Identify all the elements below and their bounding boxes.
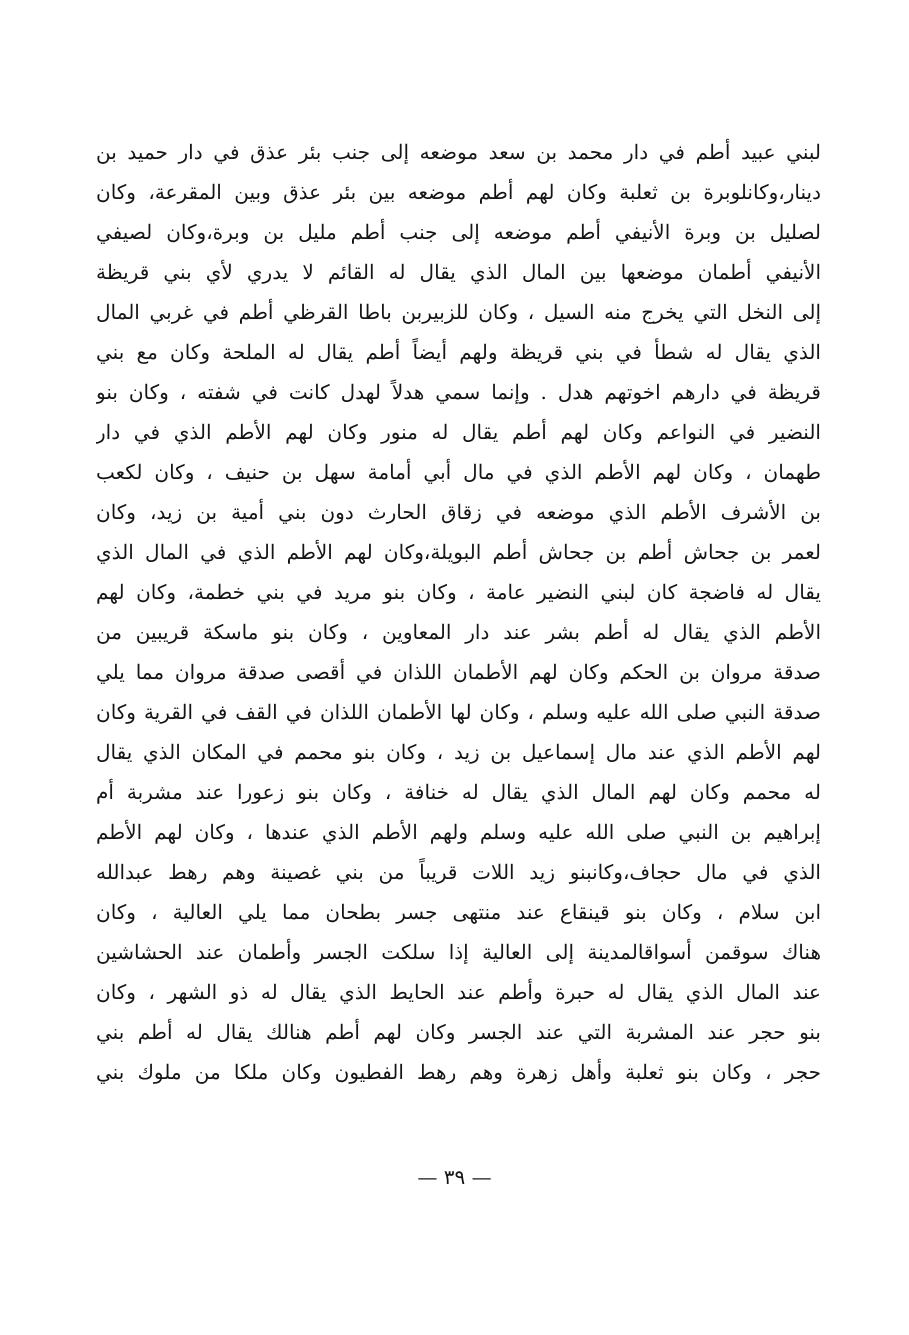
text-line: دينار،وكانلوبرة بن ثعلبة وكان لهم أطم موضعه بين بئر عذق وبين المقرعة، وكان xyxy=(96,180,821,204)
text-line: قريظة في دارهم اخوتهم هدل . وإنما سمي هدلاً لهدل كانت في شفته ، وكان بنو xyxy=(96,380,821,404)
text-line: إلى النخل التي يخرج منه السيل ، وكان للزبيربن باطا القرظي أطم في غربي المال xyxy=(96,300,821,324)
text-line: بن الأشرف الأطم الذي موضعه في زقاق الحارث دون بني أمية بن زيد، وكان xyxy=(96,500,821,524)
page-number: — ٣٩ — xyxy=(417,1165,492,1189)
text-line: طهمان ، وكان لهم الأطم الذي في مال أبي أمامة سهل بن حنيف ، وكان لكعب xyxy=(96,460,821,484)
text-line: صدقة النبي صلى الله عليه وسلم ، وكان لها الأطمان اللذان في القف في القرية وكان xyxy=(96,700,821,724)
text-line: إبراهيم بن النبي صلى الله عليه وسلم ولهم الأطم الذي عندها ، وكان لهم الأطم xyxy=(96,820,821,844)
text-line: يقال له فاضجة كان لبني النضير عامة ، وكان بنو مريد في بني خطمة، وكان لهم xyxy=(96,580,821,604)
text-line: لبني عبيد أطم في دار محمد بن سعد موضعه إلى جنب بئر عذق في دار حميد بن xyxy=(96,140,821,164)
text-line: الذي في مال حجاف،وكانبنو زيد اللات قريباً من بني غصينة وهم رهط عبدالله xyxy=(96,860,821,884)
text-line: بنو حجر عند المشربة التي عند الجسر وكان لهم أطم هنالك يقال له أطم بني xyxy=(96,1020,821,1044)
text-line: لصليل بن وبرة الأنيفي أطم موضعه إلى جنب أطم مليل بن وبرة،وكان لصيفي xyxy=(96,220,821,244)
text-line: النضير في النواعم وكان لهم أطم يقال له منور وكان لهم الأطم الذي في دار xyxy=(96,420,821,444)
text-line: لعمر بن جحاش أطم بن جحاش أطم البويلة،وكان لهم الأطم الذي في المال الذي xyxy=(96,540,821,564)
text-line: صدقة مروان بن الحكم وكان لهم الأطمان اللذان في أقصى صدقة مروان مما يلي xyxy=(96,660,821,684)
text-line: عند المال الذي يقال له حبرة وأطم عند الحايط الذي يقال له ذو الشهر ، وكان xyxy=(96,980,821,1004)
text-line: حجر ، وكان بنو ثعلبة وأهل زهرة وهم رهط الفطيون وكان ملكا من ملوك بني xyxy=(96,1060,821,1084)
text-line: هناك سوقمن أسواقالمدينة إلى العالية إذا سلكت الجسر وأطمان عند الحشاشين xyxy=(96,940,821,964)
text-line: لهم الأطم الذي عند مال إسماعيل بن زيد ، وكان بنو محمم في المكان الذي يقال xyxy=(96,740,821,764)
body-text xyxy=(96,132,821,1092)
text-line: ابن سلام ، وكان بنو قينقاع عند منتهى جسر بطحان مما يلي العالية ، وكان xyxy=(96,900,821,924)
text-line: له محمم وكان لهم المال الذي يقال له خنافة ، وكان بنو زعورا عند مشربة أم xyxy=(96,780,821,804)
text-line: الذي يقال له شطأ في بني قريظة ولهم أيضاً أطم يقال له الملحة وكان مع بني xyxy=(96,340,821,364)
text-line: الأطم الذي يقال له أطم بشر عند دار المعاوين ، وكان بنو ماسكة قريبين من xyxy=(96,620,821,644)
text-line: الأنيفي أطمان موضعها بين المال الذي يقال له القائم لا يدري لأي بني قريظة xyxy=(96,260,821,284)
